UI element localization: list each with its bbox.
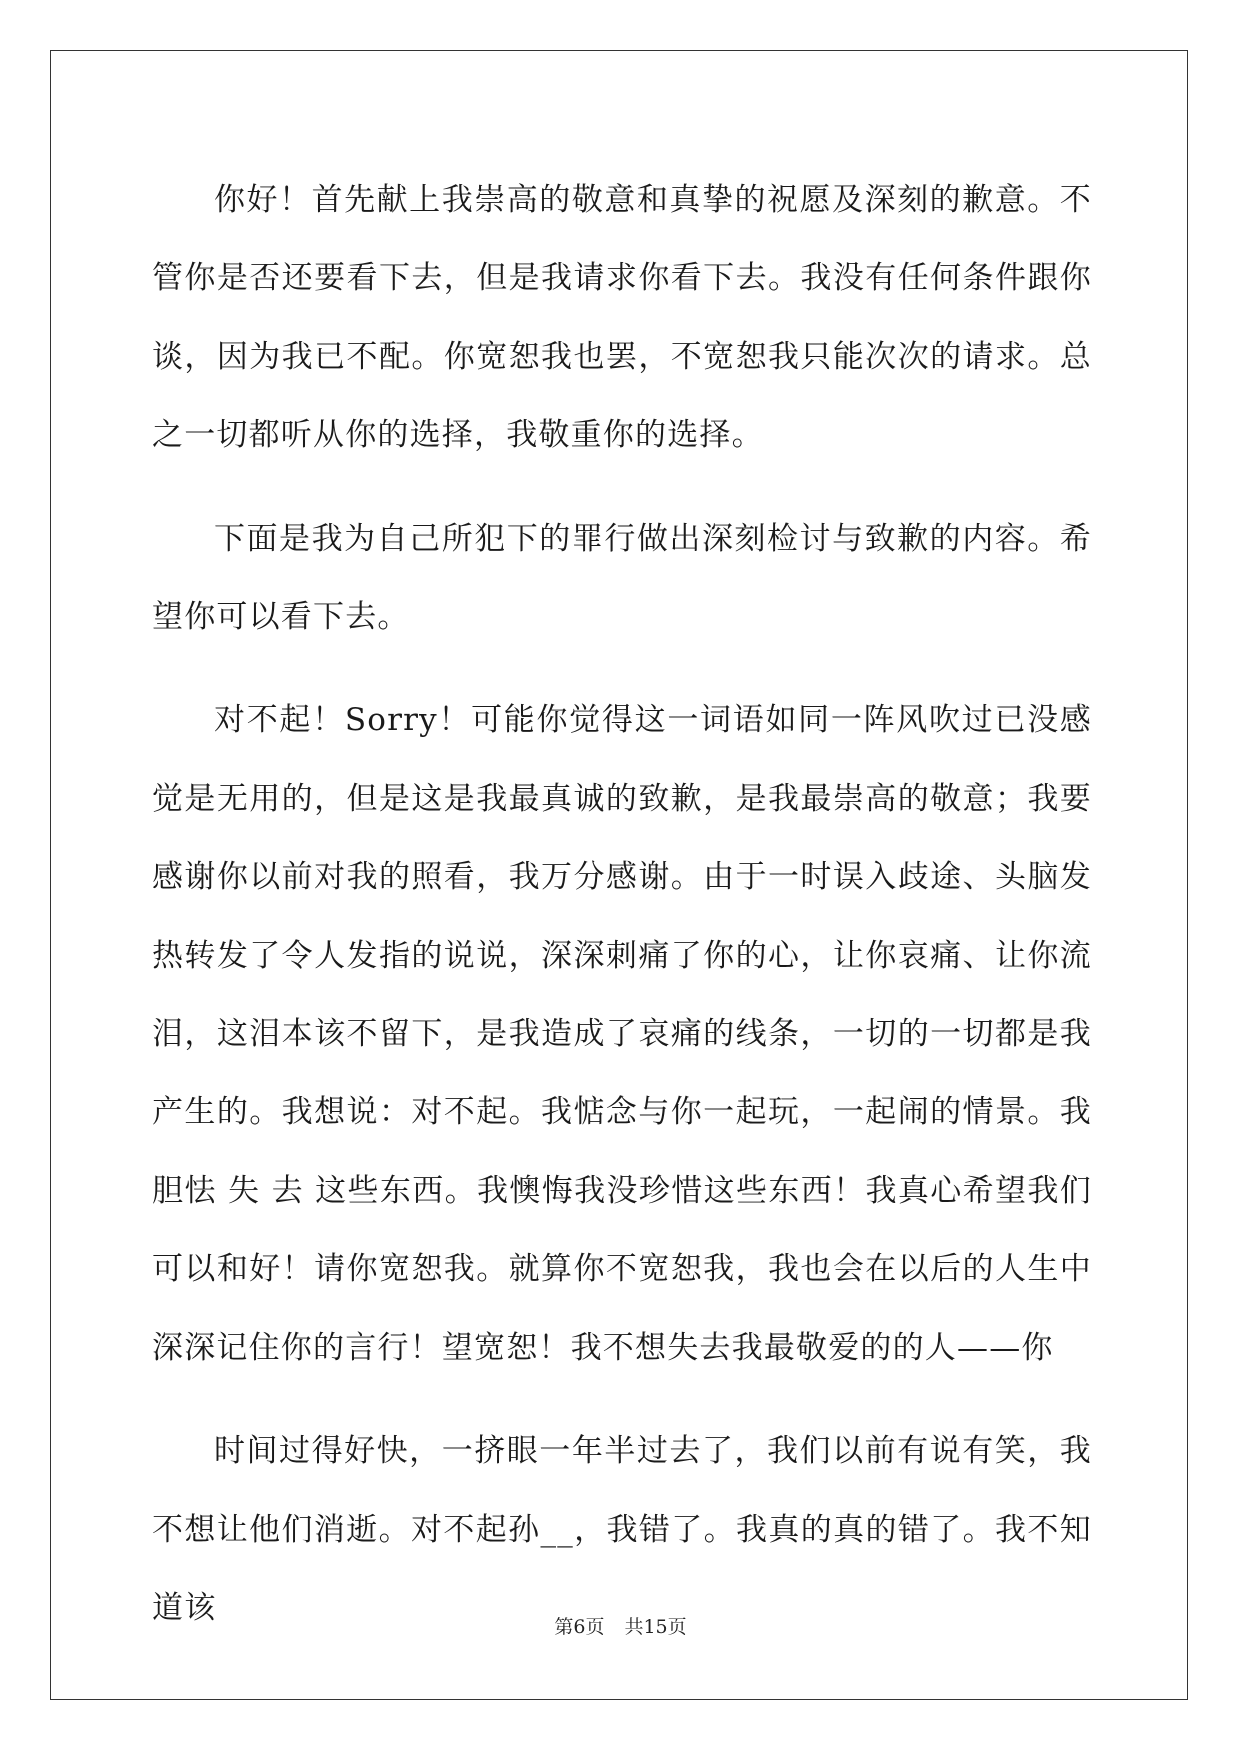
- paragraph: 你好！首先献上我崇高的敬意和真挚的祝愿及深刻的歉意。不管你是否还要看下去，但是我请求你看下去。我没有任何条件跟你谈，因为我已不配。你宽恕我也罢，不宽恕我只能次次的请求。总之一切都听从你的选择，我敬重你的选择。: [152, 182, 1092, 454]
- page-number: 第6页: [554, 1616, 605, 1638]
- paragraph: 时间过得好快，一挤眼一年半过去了，我们以前有说有笑，我不想让他们消逝。对不起孙__，我错了。我真的真的错了。我不知道该: [152, 1433, 1092, 1626]
- page-footer: [0, 1612, 1241, 1639]
- paragraph: 下面是我为自己所犯下的罪行做出深刻检讨与致歉的内容。希望你可以看下去。: [152, 520, 1092, 636]
- paragraph: 对不起！Sorry！可能你觉得这一词语如同一阵风吹过已没感觉是无用的，但是这是我最真诚的致歉，是我最崇高的敬意；我要感谢你以前对我的照看，我万分感谢。由于一时误入歧途、头脑发热转发了令人发指的说说，深深刺痛了你的心，让你哀痛、让你流泪，这泪本该不留下，是我造成了哀痛的线条，一切的一切都是我产生的。我想说：对不起。我惦念与你一起玩，一起闹的情景。我胆怯 失 去 这些东西。我懊悔我没珍惜这些东西！我真心希望我们可以和好！请你宽恕我。就算你不宽恕我，我也会在以后的人生中深深记住你的言行！望宽恕！我不想失去我最敬爱的的人——你: [152, 702, 1092, 1366]
- page-total: 共15页: [624, 1616, 687, 1638]
- document-body: [152, 161, 1092, 1672]
